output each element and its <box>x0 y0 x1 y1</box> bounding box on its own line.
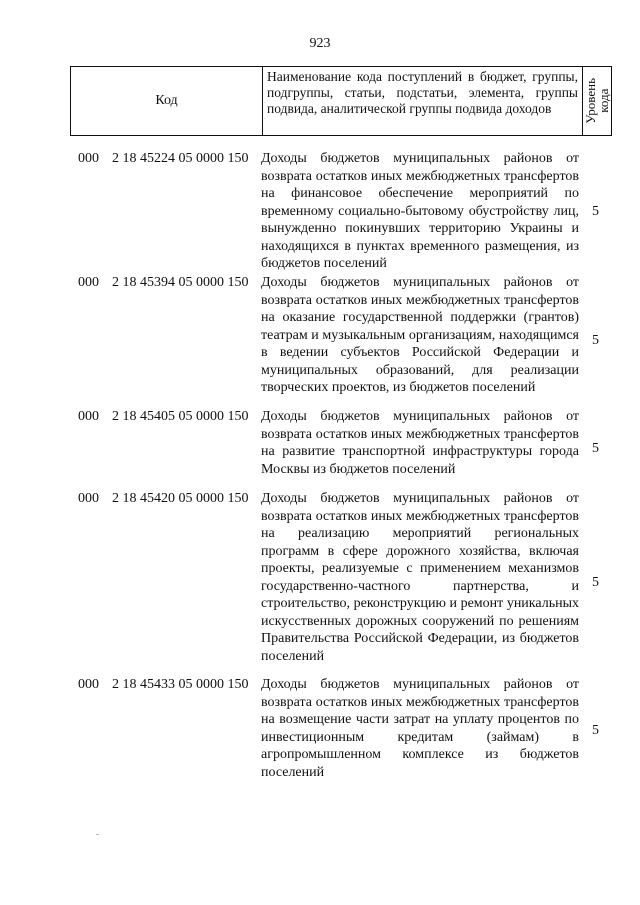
table-body <box>70 150 612 786</box>
table-header <box>70 66 612 136</box>
code-level: 5 <box>592 204 599 219</box>
table-row <box>70 150 612 274</box>
revenue-name: Доходы бюджетов муниципальных районов от возврата остатков иных межбюджетных трансфертов на реализацию мероприятий региональных программ в сфере дорожного хозяйства, включая проекты, реализуемые с применением механизмов государственно-частного партнерства, и строительство, реконструкцию и ремонт уникальных искусственных дорожных сооружений по решениям Правительства Российской Федерации, из бюджетов поселений <box>261 491 579 664</box>
admin-code: 000 <box>78 275 99 290</box>
admin-code: 000 <box>78 151 99 166</box>
revenue-code: 2 18 45433 05 0000 150 <box>112 677 249 692</box>
table-row <box>70 676 612 786</box>
revenue-name: Доходы бюджетов муниципальных районов от возврата остатков иных межбюджетных трансфертов на финансовое обеспечение мероприятий по временному социально-бытовому обустройству лиц, вынужденно покинувших территорию Украины и находящихся в пунктах временного размещения, из бюджетов поселений <box>261 151 579 271</box>
table-row <box>70 408 612 490</box>
header-code: Код <box>71 67 263 135</box>
admin-code: 000 <box>78 491 99 506</box>
header-level: Уровень кода <box>583 78 611 124</box>
code-level: 5 <box>592 575 599 590</box>
code-level: 5 <box>592 723 599 738</box>
admin-code: 000 <box>78 409 99 424</box>
scan-speck <box>96 834 99 835</box>
code-level: 5 <box>592 333 599 348</box>
admin-code: 000 <box>78 677 99 692</box>
revenue-name: Доходы бюджетов муниципальных районов от возврата остатков иных межбюджетных трансфертов на возмещение части затрат на уплату процентов по инвестиционным кредитам (займам) в агропромышленном комплексе из бюджетов поселений <box>261 677 579 780</box>
revenue-name: Доходы бюджетов муниципальных районов от возврата остатков иных межбюджетных трансфертов на развитие транспортной инфраструктуры города Москвы из бюджетов поселений <box>261 409 579 477</box>
code-level: 5 <box>592 441 599 456</box>
header-level-cell <box>583 67 611 135</box>
revenue-name: Доходы бюджетов муниципальных районов от возврата остатков иных межбюджетных трансфертов на оказание государственной поддержки (грантов) театрам и музыкальным организациям, находящимся в ведении субъектов Российской Федерации и муниципальных образований, для реализации творческих проектов, из бюджетов поселений <box>261 275 579 395</box>
revenue-code: 2 18 45405 05 0000 150 <box>112 409 249 424</box>
header-name: Наименование кода поступлений в бюджет, группы, подгруппы, статьи, подстатьи, элемента, группы подвида, аналитической группы подвида доходов <box>263 67 583 135</box>
revenue-code: 2 18 45224 05 0000 150 <box>112 151 249 166</box>
revenue-code: 2 18 45420 05 0000 150 <box>112 491 249 506</box>
table-row <box>70 274 612 408</box>
page-number: 923 <box>309 36 331 51</box>
revenue-code: 2 18 45394 05 0000 150 <box>112 275 249 290</box>
table-row <box>70 490 612 676</box>
